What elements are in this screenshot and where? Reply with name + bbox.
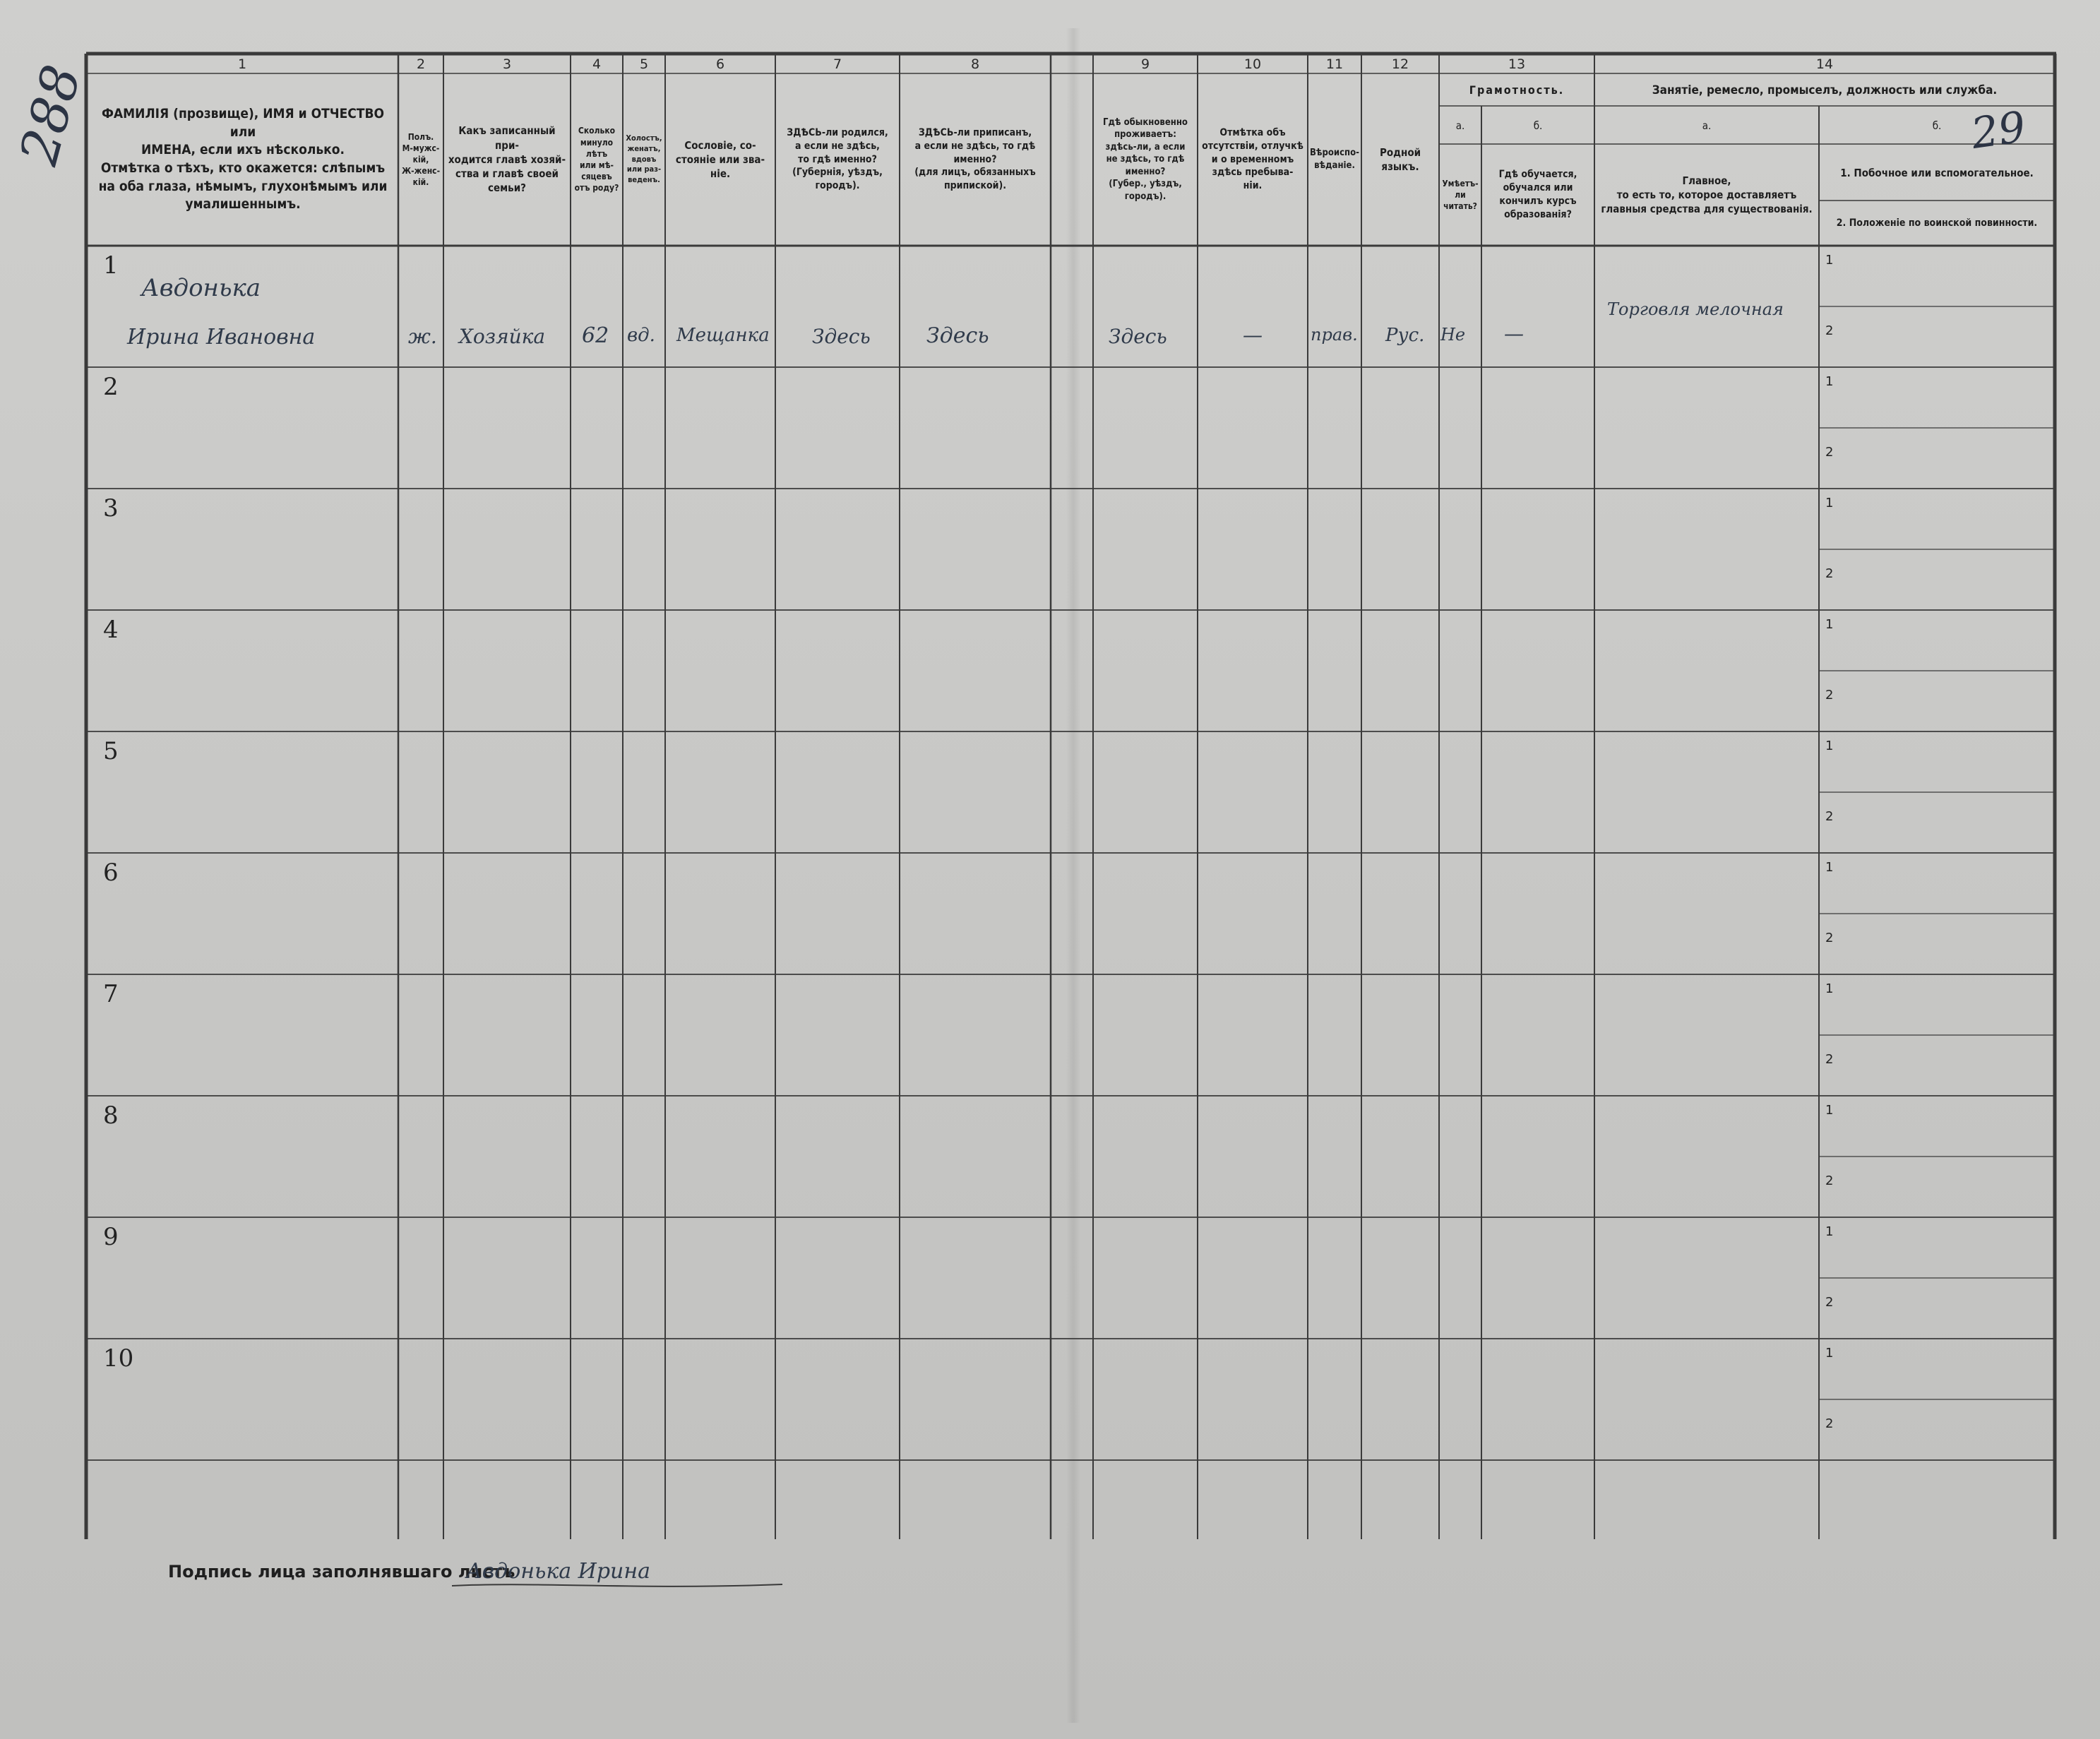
- column-number-13: 13: [1508, 56, 1526, 72]
- row-number: 5: [103, 737, 119, 765]
- header-religion: Вѣроиспо- вѣданіе.: [1309, 148, 1360, 171]
- subrow-number: 2: [1825, 566, 1834, 581]
- header-main-occupation: Главное, то есть то, которое доставляетъ главныя средства для существованія.: [1601, 174, 1813, 216]
- page-number: 29: [1968, 102, 2029, 159]
- header-literacy: Грамотность.: [1469, 83, 1565, 97]
- column-number-7: 7: [833, 56, 842, 72]
- header-absence: Отмѣтка объ отсутствіи, отлучкѣ и о временномъ здѣсь пребыва- ніи.: [1202, 126, 1303, 192]
- row-number: 3: [103, 494, 119, 522]
- header-age: Сколько минуло лѣтъ или мѣ- сяцевъ отъ роду?: [574, 126, 619, 193]
- header-can-read: Умѣетъ- ли читать?: [1442, 178, 1479, 212]
- entry-religion: прав.: [1311, 325, 1358, 345]
- margin-note: 288: [8, 59, 93, 172]
- header-estate: Сословіе, со- стояніе или зва- ніе.: [675, 138, 765, 181]
- row-number: 10: [103, 1344, 134, 1373]
- header-residence: Гдѣ обыкновенно проживаетъ: здѣсь-ли, а если не здѣсь, то гдѣ именно? (Губер., уѣздъ, городъ).: [1103, 116, 1188, 202]
- column-number-8: 8: [970, 56, 980, 72]
- header-secondary-occupation: 1. Побочное или вспомогательное.: [1840, 166, 2034, 179]
- header-name: ФАМИЛІЯ (прозвище), ИМЯ и ОТЧЕСТВО или ИМЕНА, если ихъ нѣсколько. Отмѣтка о тѣхъ, кто окажется: слѣпымъ на оба глаза, нѣмымъ, глухонѣмымъ или умалишеннымъ.: [98, 106, 388, 213]
- header-relation: Какъ записанный при- ходится главѣ хозяй- ства и главѣ своей семьи?: [448, 124, 566, 195]
- subrow-number: 2: [1825, 1295, 1834, 1310]
- header-literacy-a-letter: а.: [1455, 119, 1465, 132]
- subrow-number: 1: [1825, 981, 1834, 996]
- row-number: 4: [103, 616, 119, 644]
- header-occupation-a-letter: а.: [1702, 119, 1712, 132]
- subrow-number: 2: [1825, 688, 1834, 703]
- header-military-status: 2. Положеніе по воинской повинности.: [1836, 217, 2038, 229]
- column-number-1: 1: [237, 56, 247, 72]
- header-literacy-b-letter: б.: [1533, 119, 1543, 132]
- subrow-number: 2: [1825, 1173, 1834, 1188]
- subrow-number: 1: [1825, 1224, 1834, 1239]
- header-language: Родной языкъ.: [1379, 145, 1421, 173]
- row-number: 8: [103, 1101, 119, 1130]
- header-occupation-b-letter: б.: [1932, 119, 1942, 132]
- subrow-number: 1: [1825, 1103, 1834, 1118]
- entry-occupation: Торговля мелочная: [1607, 299, 1784, 319]
- entry-literate: Не: [1440, 325, 1466, 345]
- column-number-5: 5: [639, 56, 649, 72]
- column-number-12: 12: [1391, 56, 1409, 72]
- subrow-number: 2: [1825, 445, 1834, 460]
- entry-absence: —: [1243, 323, 1263, 347]
- entry-sex: ж.: [408, 325, 437, 348]
- entry-marital-status: вд.: [627, 325, 655, 346]
- subrow-number: 1: [1825, 739, 1834, 753]
- subrow-number: 1: [1825, 860, 1834, 875]
- column-number-4: 4: [592, 56, 602, 72]
- header-occupation: Занятіе, ремесло, промыселъ, должность или служба.: [1652, 83, 1998, 97]
- entry-first-name: Ирина Ивановна: [127, 325, 316, 349]
- entry-registration: Здесь: [926, 323, 989, 348]
- entry-estate: Мещанка: [676, 325, 770, 346]
- column-number-14: 14: [1815, 56, 1834, 72]
- subrow-number: 2: [1825, 809, 1834, 824]
- entry-age: 62: [582, 323, 609, 348]
- column-number-2: 2: [416, 56, 426, 72]
- row-number: 1: [103, 251, 119, 280]
- signature-label: Подпись лица заполнявшаго листъ: [168, 1562, 515, 1582]
- header-education: Гдѣ обучается, обучался или кончилъ курсъ образованія?: [1498, 169, 1577, 220]
- signature-value: Авдонька Ирина: [466, 1559, 651, 1584]
- header-marital: Холостъ, женатъ, вдовъ или раз- веденъ.: [626, 133, 662, 185]
- subrow-number: 1: [1825, 374, 1834, 389]
- subrow-number: 1: [1825, 253, 1834, 268]
- subrow-number: 2: [1825, 323, 1834, 338]
- entry-surname: Авдонька: [141, 274, 261, 302]
- subrow-number: 1: [1825, 617, 1834, 632]
- header-registration: ЗДѢСЬ-ли приписанъ, а если не здѣсь, то гдѣ именно? (для лицъ, обязанныхъ припиской).: [914, 126, 1036, 192]
- entry-birthplace: Здесь: [812, 325, 871, 348]
- header-sex: Полъ. М-мужс- кій, Ж-женс- кій.: [401, 131, 441, 188]
- subrow-number: 2: [1825, 1416, 1834, 1431]
- entry-language: Рус.: [1385, 325, 1425, 346]
- header-birthplace: ЗДѢСЬ-ли родился, а если не здѣсь, то гдѣ именно? (Губернія, уѣздъ, городъ).: [787, 126, 888, 192]
- column-number-6: 6: [715, 56, 725, 72]
- row-number: 9: [103, 1223, 119, 1251]
- column-number-3: 3: [502, 56, 512, 72]
- subrow-number: 1: [1825, 496, 1834, 510]
- column-number-10: 10: [1243, 56, 1262, 72]
- entry-relation: Хозяйка: [459, 325, 546, 348]
- subrow-number: 2: [1825, 931, 1834, 945]
- column-number-11: 11: [1325, 56, 1344, 72]
- subrow-number: 1: [1825, 1346, 1834, 1361]
- entry-education: —: [1504, 322, 1524, 345]
- subrow-number: 2: [1825, 1052, 1834, 1067]
- entry-residence: Здесь: [1109, 325, 1167, 348]
- row-number: 2: [103, 373, 119, 401]
- row-number: 7: [103, 980, 119, 1008]
- column-number-9: 9: [1140, 56, 1150, 72]
- row-number: 6: [103, 859, 119, 887]
